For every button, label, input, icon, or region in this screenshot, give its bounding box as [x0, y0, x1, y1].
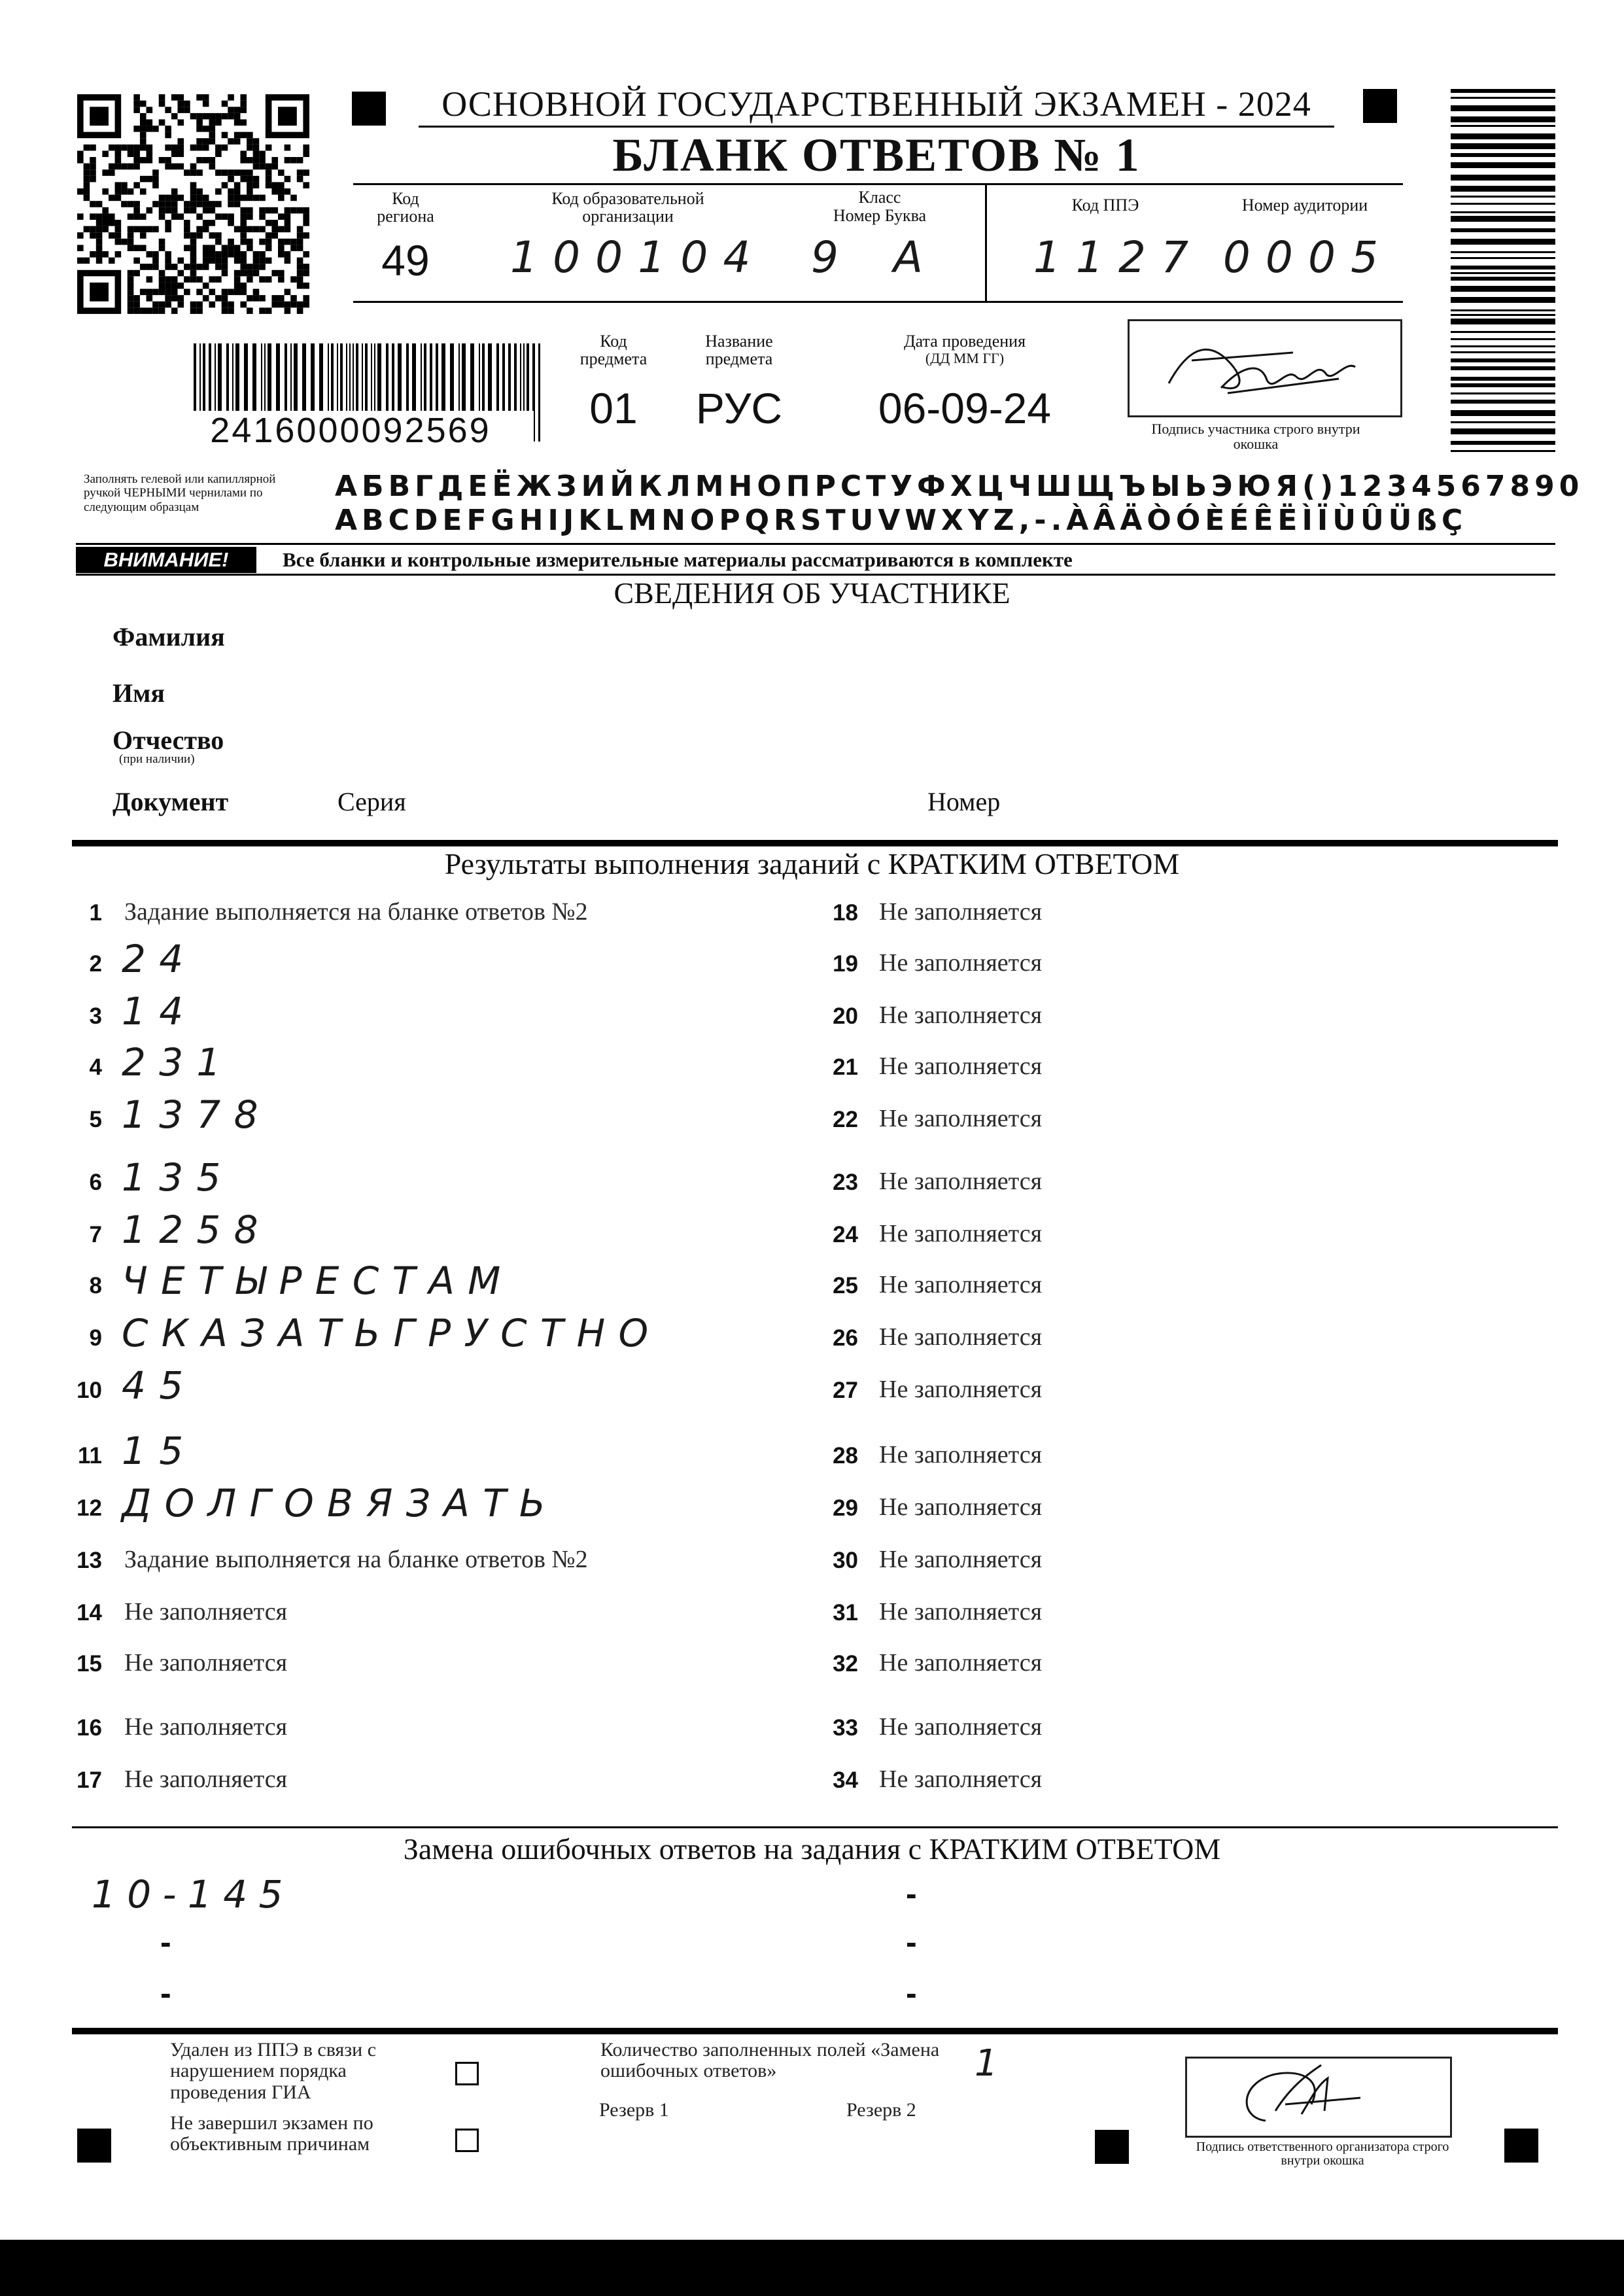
task-answer-note: Не заполняется [879, 1493, 1043, 1521]
replacement-dash-2[interactable]: - [160, 1924, 171, 1960]
task-number: 33 [833, 1715, 858, 1741]
task-number: 21 [833, 1054, 858, 1080]
task-answer-field[interactable]: 24 [122, 937, 197, 981]
removed-from-ppe-label: Удален из ППЭ в связи с нарушением порядка проведения ГИА [170, 2039, 377, 2103]
task-answer-note: Задание выполняется на бланке ответов №2 [124, 898, 588, 926]
task-answer-field[interactable]: 231 [122, 1040, 234, 1085]
task-number: 16 [77, 1715, 102, 1741]
anchor-marker-bottom-middle [1095, 2130, 1129, 2164]
task-answer-field[interactable]: 15 [122, 1429, 197, 1473]
task-number: 17 [77, 1767, 102, 1793]
document-label: Документ [112, 787, 229, 816]
task-number: 22 [833, 1107, 858, 1132]
task-answer-note: Не заполняется [879, 1168, 1043, 1195]
task-answer-note: Не заполняется [879, 1001, 1043, 1029]
org-code-value: 100104 [510, 232, 766, 283]
title-underline [419, 126, 1334, 128]
organizer-signature [1187, 2059, 1450, 2136]
replacement-count-value[interactable]: 1 [975, 2042, 1011, 2085]
task-number: 30 [833, 1548, 858, 1573]
codes-bottom-line [353, 301, 1403, 303]
task-number: 34 [833, 1767, 858, 1793]
patronymic-label: Отчество [112, 725, 224, 755]
task-answer-note: Не заполняется [879, 1052, 1043, 1080]
footer-top-rule [72, 2028, 1558, 2034]
reserve-1-label: Резерв 1 [599, 2099, 669, 2121]
participant-signature-box[interactable] [1128, 319, 1402, 417]
task-answer-note: Не заполняется [879, 1323, 1043, 1351]
exam-date-format: (ДД ММ ГГ) [925, 350, 1005, 366]
first-name-label: Имя [112, 678, 165, 708]
task-number: 32 [833, 1651, 858, 1677]
codes-top-line [353, 183, 1403, 185]
task-number: 28 [833, 1443, 858, 1469]
task-answer-note: Не заполняется [124, 1649, 288, 1677]
task-number: 29 [833, 1495, 858, 1521]
anchor-marker-top-right [1363, 89, 1397, 123]
exam-date-label: Дата проведения [903, 332, 1026, 351]
patronymic-note: (при наличии) [119, 752, 195, 766]
task-answer-note: Не заполняется [879, 1649, 1043, 1677]
task-number: 11 [78, 1443, 102, 1469]
task-number: 25 [833, 1273, 858, 1298]
reserve-2-label: Резерв 2 [846, 2099, 916, 2121]
task-number: 19 [833, 951, 858, 977]
task-answer-note: Не заполняется [124, 1713, 288, 1741]
subject-name-value: РУС [695, 384, 783, 432]
surname-label: Фамилия [112, 622, 225, 652]
subject-code-label: Код предмета [579, 332, 648, 369]
class-sub-label: Номер Буква [833, 206, 927, 225]
class-number-value: 9 [811, 232, 854, 283]
room-number-value: 0005 [1222, 232, 1394, 283]
task-answer-field[interactable]: ДОЛГОВЯЗАТЬ [122, 1481, 559, 1525]
region-label: Код региона [377, 189, 434, 226]
task-answer-note: Задание выполняется на бланке ответов №2 [124, 1546, 588, 1573]
task-answer-field[interactable]: 14 [122, 989, 197, 1034]
fill-instruction: Заполнять гелевой или капиллярной ручкой ЧЕРНЫМИ чернилами по следующим образцам [84, 472, 276, 514]
task-answer-note: Не заполняется [124, 1765, 288, 1793]
replacement-dash-4[interactable]: - [906, 1875, 917, 1912]
task-answer-field[interactable]: СКАЗАТЬГРУСТНО [122, 1311, 662, 1355]
task-number: 7 [89, 1222, 102, 1247]
task-number: 27 [833, 1378, 858, 1403]
replacement-dash-5[interactable]: - [906, 1924, 917, 1960]
task-answer-field[interactable]: 1258 [122, 1208, 271, 1252]
task-answer-note: Не заполняется [879, 1220, 1043, 1247]
task-number: 12 [77, 1495, 102, 1521]
task-number: 26 [833, 1325, 858, 1351]
task-answer-note: Не заполняется [879, 1546, 1043, 1573]
task-number: 13 [77, 1548, 102, 1573]
task-number: 31 [833, 1600, 858, 1626]
form-title: БЛАНК ОТВЕТОВ № 1 [612, 129, 1141, 181]
replacement-dash-6[interactable]: - [906, 1975, 917, 2011]
task-number: 10 [77, 1378, 102, 1403]
room-number-label: Номер аудитории [1241, 196, 1368, 215]
not-finished-checkbox[interactable] [455, 2129, 479, 2152]
task-answer-note: Не заполняется [879, 1598, 1043, 1626]
task-number: 24 [833, 1222, 858, 1247]
task-answer-note: Не заполняется [879, 1765, 1043, 1793]
participant-signature [1130, 321, 1400, 415]
anchor-marker-top-left [352, 92, 386, 126]
anchor-marker-bottom-right [1504, 2129, 1538, 2163]
barcode-number: 2416000092569 [167, 411, 534, 450]
number-label: Номер [927, 787, 1001, 816]
task-number: 6 [89, 1170, 102, 1195]
results-bottom-line [72, 1826, 1558, 1828]
task-answer-note: Не заполняется [879, 1376, 1043, 1403]
attention-text: Все бланки и контрольные измерительные материалы рассматриваются в комплекте [283, 548, 1073, 571]
removed-from-ppe-checkbox[interactable] [455, 2062, 479, 2085]
codes-divider [985, 184, 987, 301]
task-number: 14 [77, 1600, 102, 1626]
org-code-label: Код образовательной организации [551, 189, 704, 226]
task-number: 4 [89, 1054, 102, 1080]
task-answer-note: Не заполняется [879, 1105, 1043, 1132]
task-answer-field[interactable]: ЧЕТЫРЕСТАМ [122, 1259, 514, 1303]
alphabet-bottom-line [76, 543, 1555, 545]
replacement-section-title: Замена ошибочных ответов на задания с КРАТКИМ ОТВЕТОМ [403, 1832, 1221, 1866]
qr-code [77, 93, 309, 315]
anchor-marker-bottom-left [77, 2129, 111, 2163]
replacement-entry-1[interactable]: 10-145 [92, 1872, 294, 1917]
subject-name-label: Название предмета [705, 332, 773, 369]
subject-code-value: 01 [589, 384, 638, 432]
task-number: 3 [89, 1003, 102, 1029]
task-number: 5 [89, 1107, 102, 1132]
ppe-code-value: 1127 [1033, 232, 1204, 283]
task-answer-field[interactable]: 135 [122, 1155, 234, 1200]
exam-date-value: 06-09-24 [878, 384, 1052, 432]
replacement-count-label: Количество заполненных полей «Замена ошибочных ответов» [600, 2039, 940, 2082]
task-number: 9 [89, 1325, 102, 1351]
replacement-dash-3[interactable]: - [160, 1975, 171, 2011]
task-number: 18 [833, 900, 858, 926]
class-label: Класс [858, 188, 901, 207]
organizer-signature-box[interactable] [1185, 2057, 1452, 2138]
task-answer-note: Не заполняется [879, 1713, 1043, 1741]
task-answer-field[interactable]: 1378 [122, 1092, 271, 1137]
organizer-signature-caption: Подпись ответственного организатора строго внутри окошка [1196, 2140, 1449, 2168]
exam-title: ОСНОВНОЙ ГОСУДАРСТВЕННЫЙ ЭКЗАМЕН - 2024 [441, 84, 1311, 124]
task-answer-note: Не заполняется [879, 1441, 1043, 1469]
class-letter-value: А [893, 232, 939, 283]
not-finished-label: Не завершил экзамен по объективным причинам [170, 2112, 373, 2155]
task-answer-note: Не заполняется [124, 1598, 288, 1626]
participant-section-title: СВЕДЕНИЯ ОБ УЧАСТНИКЕ [613, 576, 1011, 610]
results-top-rule [72, 840, 1558, 846]
alphabet-sample-cyrillic: АБВГДЕЁЖЗИЙКЛМНОПРСТУФХЦЧШЩЪЫЬЭЮЯ()1234567890 [335, 470, 1584, 503]
alphabet-sample-latin: ABCDEFGHIJKLMNOPQRSTUVWXYZ,-.ÀÂÄÒÓÈÉÊËÌÏÙÛÜßÇ [335, 504, 1468, 537]
results-section-title: Результаты выполнения заданий с КРАТКИМ ОТВЕТОМ [444, 847, 1180, 880]
task-number: 1 [89, 900, 102, 926]
attention-badge: ВНИМАНИЕ! [76, 547, 256, 573]
region-value: 49 [381, 236, 430, 285]
series-label: Серия [337, 787, 406, 816]
task-number: 20 [833, 1003, 858, 1029]
ppe-code-label: Код ППЭ [1071, 196, 1139, 215]
bottom-black-band [0, 2240, 1624, 2296]
participant-signature-caption: Подпись участника строго внутри окошка [1151, 421, 1360, 453]
side-barcode [1451, 89, 1555, 452]
task-answer-note: Не заполняется [879, 949, 1043, 977]
task-number: 23 [833, 1170, 858, 1195]
task-number: 15 [77, 1651, 102, 1677]
task-answer-note: Не заполняется [879, 898, 1043, 926]
task-number: 8 [89, 1273, 102, 1298]
task-number: 2 [89, 951, 102, 977]
task-answer-field[interactable]: 45 [122, 1363, 197, 1408]
task-answer-note: Не заполняется [879, 1271, 1043, 1298]
